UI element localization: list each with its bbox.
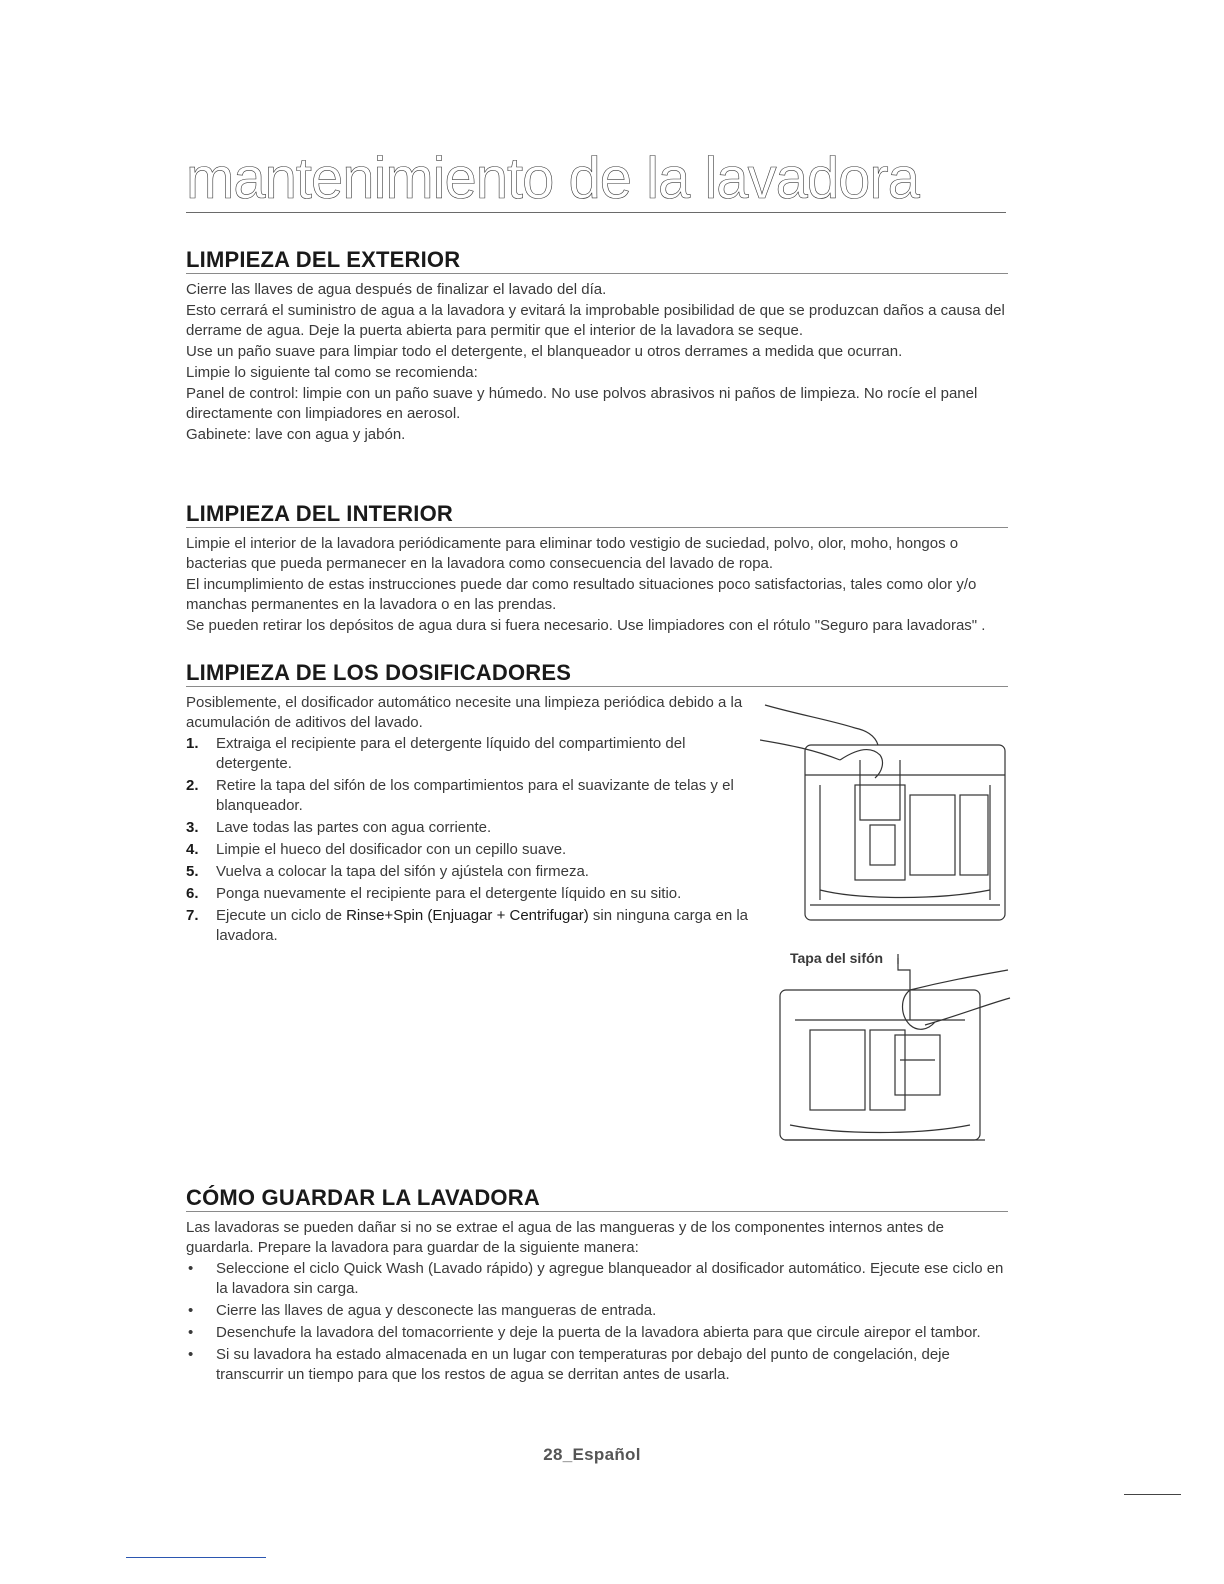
bullet-glyph: • [188,1324,194,1341]
step-text: Vuelva a colocar la tapa del sifón y ajústela con firmeza. [216,863,589,880]
bullet-glyph: • [188,1302,194,1319]
interior-paragraph: Limpie el interior de la lavadora periódicamente para eliminar todo vestigio de suciedad, polvo, olor, moho, hongos o bacterias que pueda permanecer en la lavadora como consecuencia del lavado de ropa. [186,535,959,572]
exterior-paragraph: Cierre las llaves de agua después de finalizar el lavado del día. [186,281,607,298]
bullet-text: Si su lavadora ha estado almacenada en un lugar con temperaturas por debajo del punto de congelación, deje transcurrir un tiempo para que los restos de agua se derritan antes de usarla. [216,1346,950,1383]
step-item [186,884,761,904]
step-item [186,734,761,774]
storage-intro: Las lavadoras se pueden dañar si no se extrae el agua de las mangueras y de los componentes internos antes de guardarla. Prepare la lavadora para guardar de la siguiente manera: [186,1219,944,1256]
section-storage [186,1186,1008,1387]
storage-bullets [186,1259,1008,1385]
exterior-paragraph: Use un paño suave para limpiar todo el detergente, el blanqueador u otros derrames a medida que ocurran. [186,343,903,360]
bullet-item [186,1259,1008,1299]
page-title: mantenimiento de la lavadora [186,146,1006,213]
step-item [186,776,761,816]
bullet-text: Cierre las llaves de agua y desconecte las mangueras de entrada. [216,1302,657,1319]
step-text: Extraiga el recipiente para el detergente líquido del compartimiento del detergente. [216,735,686,772]
section-heading-dispensers: LIMPIEZA DE LOS DOSIFICADORES [186,661,1008,687]
step-item [186,862,761,882]
bottom-link-rule [126,1557,266,1558]
section-heading-storage: CÓMO GUARDAR LA LAVADORA [186,1186,1008,1212]
siphon-cap-label: Tapa del sifón [790,950,884,966]
step-number: 3. [186,819,199,836]
page-footer: 28_Español [543,1445,641,1464]
dispensers-intro: Posiblemente, el dosificador automático necesite una limpieza periódica debido a la acumulación de aditivos del lavado. [186,694,743,731]
bullet-item [186,1323,1008,1343]
step-number: 1. [186,735,199,752]
section-exterior [186,248,1008,446]
section-heading-exterior: LIMPIEZA DEL EXTERIOR [186,248,1008,274]
step-number: 5. [186,863,199,880]
interior-paragraph: Se pueden retirar los depósitos de agua dura si fuera necesario. Use limpiadores con el rótulo "Seguro para lavadoras" . [186,617,986,634]
step-number: 6. [186,885,199,902]
step-cycle-name: Rinse+Spin (Enjuagar + Centrifugar) [346,907,589,924]
bullet-item [186,1301,1008,1321]
exterior-paragraph: Esto cerrará el suministro de agua a la lavadora y evitará la improbable posibilidad de que se produzcan daños a causa del derrame de agua. Deje la puerta abierta para permitir que el interior de la lavadora se seque. [186,302,1005,339]
step-text: Retire la tapa del sifón de los compartimientos para el suavizante de telas y el blanqueador. [216,777,734,814]
step-text: Limpie el hueco del dosificador con un cepillo suave. [216,841,567,858]
bullet-glyph: • [188,1346,194,1363]
bullet-item [186,1345,1008,1385]
exterior-paragraph: Panel de control: limpie con un paño suave y húmedo. No use polvos abrasivos ni paños de limpieza. No rocíe el panel directamente con limpiadores en aerosol. [186,385,978,422]
exterior-paragraph: Limpie lo siguiente tal como se recomienda: [186,364,478,381]
section-interior [186,502,1008,637]
corner-rule [1124,1494,1181,1495]
step-item [186,906,761,946]
dispenser-drawer-illustration [760,700,1012,940]
step-number: 7. [186,907,199,924]
step-item [186,840,761,860]
exterior-paragraph: Gabinete: lave con agua y jabón. [186,426,406,443]
dispensers-steps [186,734,761,946]
step-text: Ponga nuevamente el recipiente para el detergente líquido en su sitio. [216,885,682,902]
step-text-post: sin ninguna carga en la lavadora. [216,907,748,944]
bullet-glyph: • [188,1260,194,1277]
bullet-text: Desenchufe la lavadora del tomacorriente y deje la puerta de la lavadora abierta para que circule airepor el tambor. [216,1324,981,1341]
step-item [186,818,761,838]
step-number: 2. [186,777,199,794]
interior-paragraph: El incumplimiento de estas instrucciones puede dar como resultado situaciones poco satisfactorias, tales como olor y/o manchas permanentes en la lavadora o en las prendas. [186,576,977,613]
step-text: Lave todas las partes con agua corriente. [216,819,492,836]
section-heading-interior: LIMPIEZA DEL INTERIOR [186,502,1008,528]
step-number: 4. [186,841,199,858]
bullet-text: Seleccione el ciclo Quick Wash (Lavado rápido) y agregue blanqueador al dosificador automático. Ejecute ese ciclo en la lavadora sin carga. [216,1260,1004,1297]
step-text-pre: Ejecute un ciclo de [216,907,347,924]
siphon-cap-illustration [760,950,1012,1145]
